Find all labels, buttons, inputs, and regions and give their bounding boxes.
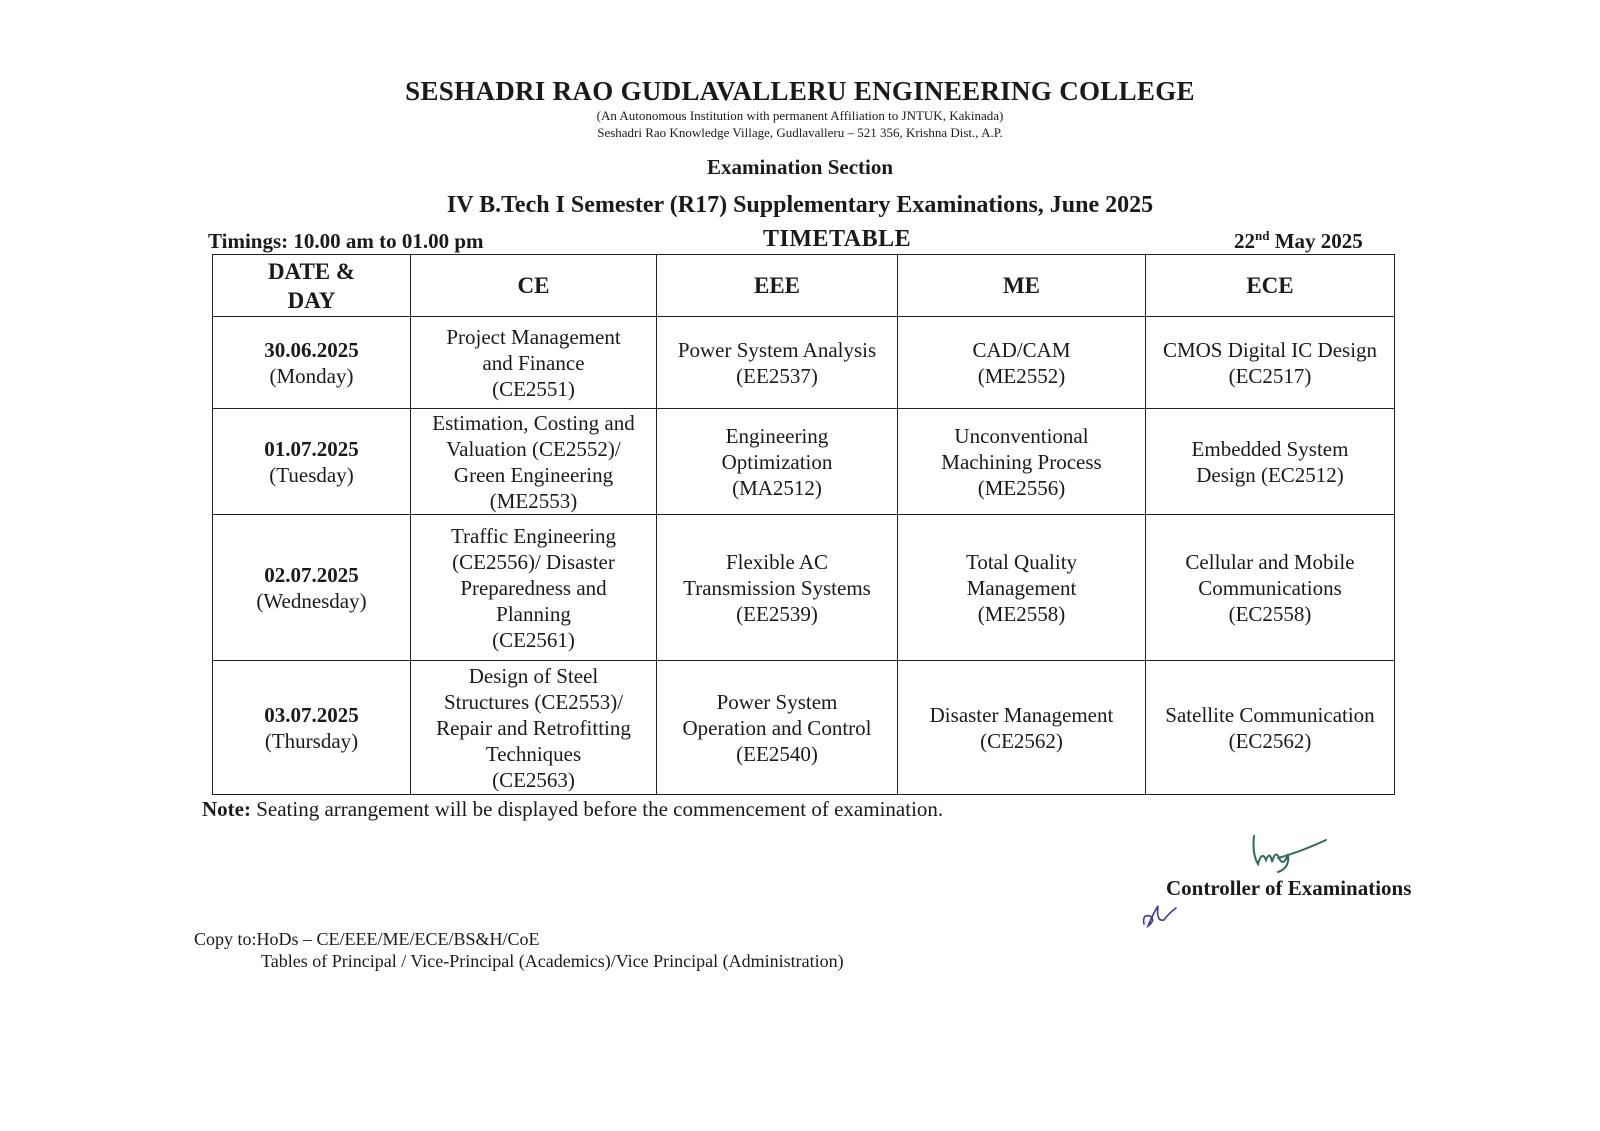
subject-cell-me bbox=[898, 515, 1146, 661]
exam-date: 03.07.2025 bbox=[264, 702, 359, 727]
subject-cell-ce bbox=[411, 409, 657, 515]
exam-timings: Timings: 10.00 am to 01.00 pm bbox=[208, 229, 484, 253]
subject-line: Total Quality bbox=[965, 549, 1078, 574]
note-text: Seating arrangement will be displayed before the commencement of examination. bbox=[250, 797, 944, 821]
subject-cell-me bbox=[898, 661, 1146, 795]
header-ece: ECE bbox=[1146, 255, 1395, 317]
subject-cell-ece bbox=[1146, 661, 1395, 795]
subject-line: Transmission Systems bbox=[683, 575, 871, 600]
table-row bbox=[213, 515, 1395, 661]
issue-date-day: 22 bbox=[1234, 229, 1255, 253]
timetable bbox=[212, 254, 1395, 795]
subject-line: Project Management bbox=[446, 324, 621, 349]
subject-cell-eee bbox=[657, 409, 898, 515]
subject-line: Repair and Retrofitting bbox=[436, 715, 631, 740]
exam-title: IV B.Tech I Semester (R17) Supplementary Examinations, June 2025 bbox=[446, 192, 1154, 218]
subject-line: Embedded System bbox=[1191, 436, 1349, 461]
subject-line: (ME2558) bbox=[977, 601, 1066, 626]
subject-cell-eee bbox=[657, 661, 898, 795]
note bbox=[202, 797, 943, 822]
note-label: Note: bbox=[202, 797, 251, 821]
exam-day: (Monday) bbox=[269, 363, 354, 388]
subject-line: (CE2562) bbox=[980, 728, 1063, 753]
subject-line: (EE2540) bbox=[736, 741, 818, 766]
table-row bbox=[213, 661, 1395, 795]
subject-line: (ME2556) bbox=[977, 475, 1066, 500]
subject-line: (ME2553) bbox=[489, 488, 578, 513]
subject-line: Estimation, Costing and bbox=[432, 410, 635, 435]
table-row bbox=[213, 317, 1395, 409]
exam-date: 02.07.2025 bbox=[264, 562, 359, 587]
exam-date: 01.07.2025 bbox=[264, 436, 359, 461]
subject-line: Satellite Communication bbox=[1165, 702, 1375, 727]
subject-line: and Finance bbox=[482, 350, 585, 375]
signature bbox=[1248, 830, 1328, 874]
college-name: SESHADRI RAO GUDLAVALLERU ENGINEERING COLLEGE bbox=[405, 76, 1195, 106]
subject-line: Techniques bbox=[485, 741, 582, 766]
issue-date-rest: May 2025 bbox=[1269, 229, 1363, 253]
issue-date bbox=[1234, 229, 1363, 254]
subject-line: (ME2552) bbox=[977, 363, 1066, 388]
header-date-line: DATE & bbox=[267, 258, 356, 284]
timetable-label: TIMETABLE bbox=[763, 226, 912, 252]
subject-line: (EC2558) bbox=[1228, 601, 1312, 626]
subject-line: (EC2562) bbox=[1228, 728, 1312, 753]
subject-line: Management bbox=[966, 575, 1077, 600]
exam-date: 30.06.2025 bbox=[264, 337, 359, 362]
date-cell bbox=[213, 317, 411, 409]
subject-line: Engineering bbox=[725, 423, 829, 448]
subject-line: Planning bbox=[496, 601, 571, 626]
affiliation-line: (An Autonomous Institution with permanent Affiliation to JNTUK, Kakinada) bbox=[596, 108, 1004, 123]
subject-line: Structures (CE2553)/ bbox=[443, 689, 624, 714]
subject-line: Disaster Management bbox=[929, 702, 1114, 727]
exam-day: (Wednesday) bbox=[256, 588, 367, 613]
subject-cell-me bbox=[898, 409, 1146, 515]
subject-line: (EC2517) bbox=[1228, 363, 1312, 388]
subject-line: Machining Process bbox=[941, 449, 1102, 474]
issue-date-suffix: nd bbox=[1255, 228, 1270, 243]
subject-line: Operation and Control bbox=[682, 715, 872, 740]
subject-cell-me bbox=[898, 317, 1146, 409]
address-line: Seshadri Rao Knowledge Village, Gudlavalleru – 521 356, Krishna Dist., A.P. bbox=[597, 125, 1003, 140]
subject-cell-ece bbox=[1146, 409, 1395, 515]
subject-line: Power System bbox=[716, 689, 838, 714]
subject-cell-ce bbox=[411, 317, 657, 409]
subject-line: (CE2563) bbox=[492, 767, 575, 792]
header-day-line: DAY bbox=[287, 287, 336, 313]
subject-line: Valuation (CE2552)/ bbox=[446, 436, 621, 461]
date-cell bbox=[213, 661, 411, 795]
subject-line: Cellular and Mobile bbox=[1185, 549, 1355, 574]
date-cell bbox=[213, 515, 411, 661]
subject-line: Communications bbox=[1198, 575, 1342, 600]
copy-to-recipients: Tables of Principal / Vice-Principal (Academics)/Vice Principal (Administration) bbox=[261, 951, 844, 971]
copy-to-line: Copy to:HoDs – CE/EEE/ME/ECE/BS&H/CoE bbox=[194, 929, 540, 949]
table-row bbox=[213, 409, 1395, 515]
subject-cell-ce bbox=[411, 661, 657, 795]
subject-cell-eee bbox=[657, 515, 898, 661]
subject-cell-ece bbox=[1146, 317, 1395, 409]
subject-cell-eee bbox=[657, 317, 898, 409]
header-eee: EEE bbox=[657, 255, 898, 317]
subject-line: Flexible AC bbox=[725, 549, 829, 574]
subject-line: (EE2537) bbox=[736, 363, 818, 388]
subject-line: Design (EC2512) bbox=[1196, 462, 1344, 487]
subject-line: Preparedness and bbox=[460, 575, 607, 600]
section-title: Examination Section bbox=[706, 155, 894, 179]
subject-line: (CE2551) bbox=[492, 376, 575, 401]
subject-line: (MA2512) bbox=[732, 475, 822, 500]
exam-day: (Tuesday) bbox=[269, 462, 354, 487]
header-row bbox=[213, 255, 1395, 317]
subject-line: (CE2561) bbox=[492, 627, 575, 652]
initials-mark bbox=[1140, 900, 1180, 930]
subject-cell-ece bbox=[1146, 515, 1395, 661]
subject-line: (CE2556)/ Disaster bbox=[452, 549, 615, 574]
subject-line: Traffic Engineering bbox=[450, 523, 617, 548]
subject-line: CMOS Digital IC Design bbox=[1162, 337, 1378, 362]
header-ce: CE bbox=[411, 255, 657, 317]
exam-day: (Thursday) bbox=[264, 728, 359, 753]
subject-line: CAD/CAM bbox=[972, 337, 1071, 362]
subject-line: (EE2539) bbox=[736, 601, 818, 626]
controller-of-examinations: Controller of Examinations bbox=[1166, 876, 1412, 900]
subject-line: Power System Analysis bbox=[677, 337, 877, 362]
subject-line: Optimization bbox=[721, 449, 833, 474]
subject-cell-ce bbox=[411, 515, 657, 661]
header-me: ME bbox=[898, 255, 1146, 317]
subject-line: Design of Steel bbox=[468, 663, 599, 688]
subject-line: Unconventional bbox=[954, 423, 1089, 448]
date-cell bbox=[213, 409, 411, 515]
header-date-day bbox=[213, 255, 411, 317]
subject-line: Green Engineering bbox=[453, 462, 614, 487]
